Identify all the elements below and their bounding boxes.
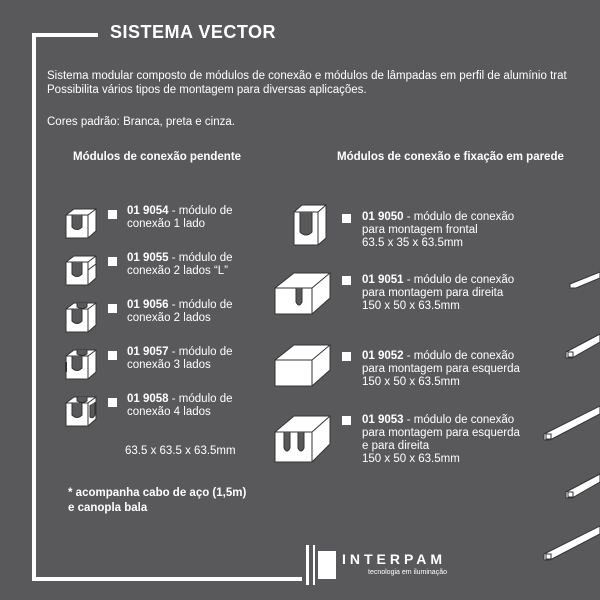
connector-2-sides-icon <box>62 299 98 335</box>
cable-note <box>68 486 246 516</box>
note-line-2: e canopla bala <box>68 502 148 514</box>
wall-right-module-icon <box>272 268 334 318</box>
checkbox-9053[interactable] <box>342 416 351 425</box>
checkbox-9054[interactable] <box>108 210 117 219</box>
item-code: 01 9058 <box>127 393 169 405</box>
item-desc-2: conexão 3 lados <box>127 359 211 371</box>
wall-modules-heading: Módulos de conexão e fixação em parede <box>337 151 564 163</box>
wall-left-module-icon <box>272 340 334 390</box>
profile-drawing-3 <box>540 400 600 446</box>
item-desc-2: conexão 4 lados <box>127 406 211 418</box>
item-desc-2: conexão 1 lado <box>127 218 206 230</box>
standard-colors-text: Cores padrão: Branca, preta e cinza. <box>47 116 235 128</box>
checkbox-9050[interactable] <box>342 214 351 223</box>
item-dimensions: 150 x 50 x 63.5mm <box>362 376 460 388</box>
item-dimensions: 150 x 50 x 63.5mm <box>362 300 460 312</box>
item-desc-2: conexão 2 lados “L” <box>127 265 229 277</box>
note-line-1: * acompanha cabo de aço (1,5m) <box>68 487 247 499</box>
intro-text <box>47 69 567 97</box>
page-title: SISTEMA VECTOR <box>110 22 277 42</box>
item-desc: - módulo de <box>168 393 233 405</box>
item-code: 01 9055 <box>127 252 169 264</box>
logo-tagline: tecnologia em iluminação <box>368 569 447 576</box>
item-desc: - módulo de conexão <box>403 350 515 362</box>
item-code: 01 9053 <box>362 414 404 426</box>
item-desc-2: para montagem para esquerda <box>362 427 520 439</box>
wall-frontal-module-icon <box>290 202 334 248</box>
item-desc: - módulo de conexão <box>403 414 515 426</box>
item-desc: - módulo de <box>168 346 233 358</box>
checkbox-9058[interactable] <box>108 398 117 407</box>
profile-drawing-4 <box>562 470 600 504</box>
item-code: 01 9056 <box>127 299 169 311</box>
item-code: 01 9050 <box>362 211 404 223</box>
wall-item-9053 <box>272 410 520 466</box>
connector-3-sides-icon <box>62 346 98 382</box>
item-desc-2: para montagem frontal <box>362 224 478 236</box>
frame-left-line <box>32 33 36 581</box>
item-desc-3: e para direita <box>362 440 430 452</box>
logo-name: INTERPAM <box>342 551 447 567</box>
connector-4-sides-icon <box>62 393 98 429</box>
item-desc: - módulo de <box>168 299 233 311</box>
item-code: 01 9057 <box>127 346 169 358</box>
item-desc-2: para montagem para direita <box>362 287 504 299</box>
profile-drawing-2 <box>562 330 600 364</box>
interpam-logo-icon <box>306 545 336 585</box>
frame-top-line <box>32 33 98 37</box>
pendant-item-9057 <box>62 346 233 382</box>
item-desc: - módulo de <box>168 205 233 217</box>
pendant-item-9055 <box>62 252 233 288</box>
item-code: 01 9054 <box>127 205 169 217</box>
frame-bottom-line <box>32 577 302 581</box>
item-code: 01 9052 <box>362 350 404 362</box>
pendant-modules-heading: Módulos de conexão pendente <box>73 151 242 163</box>
item-dimensions: 63.5 x 35 x 63.5mm <box>362 237 463 249</box>
checkbox-9055[interactable] <box>108 257 117 266</box>
item-dimensions: 150 x 50 x 63.5mm <box>362 453 460 465</box>
pendant-dimensions: 63.5 x 63.5 x 63.5mm <box>125 445 236 457</box>
checkbox-9051[interactable] <box>342 276 351 285</box>
pendant-item-9058 <box>62 393 233 429</box>
pendant-item-9056 <box>62 299 233 335</box>
wall-item-9051 <box>272 268 514 318</box>
item-desc: - módulo de conexão <box>403 211 515 223</box>
wall-item-9052 <box>272 340 520 390</box>
item-desc-2: conexão 2 lados <box>127 312 211 324</box>
pendant-item-9054 <box>62 205 233 241</box>
checkbox-9057[interactable] <box>108 351 117 360</box>
profile-drawing-1 <box>568 270 600 290</box>
item-code: 01 9051 <box>362 274 404 286</box>
intro-line-2: Possibilita vários tipos de montagem para diversas aplicações. <box>47 84 367 96</box>
item-desc: - módulo de conexão <box>403 274 515 286</box>
checkbox-9052[interactable] <box>342 352 351 361</box>
intro-line-1: Sistema modular composto de módulos de conexão e módulos de lâmpadas em perfil de alumínio trat <box>47 70 567 82</box>
profile-drawing-5 <box>540 520 600 566</box>
connector-2-sides-l-icon <box>62 252 98 288</box>
wall-both-module-icon <box>272 410 334 466</box>
item-desc: - módulo de <box>168 252 233 264</box>
connector-1-side-icon <box>62 205 98 241</box>
wall-item-9050 <box>290 202 514 250</box>
checkbox-9056[interactable] <box>108 304 117 313</box>
item-desc-2: para montagem para esquerda <box>362 363 520 375</box>
